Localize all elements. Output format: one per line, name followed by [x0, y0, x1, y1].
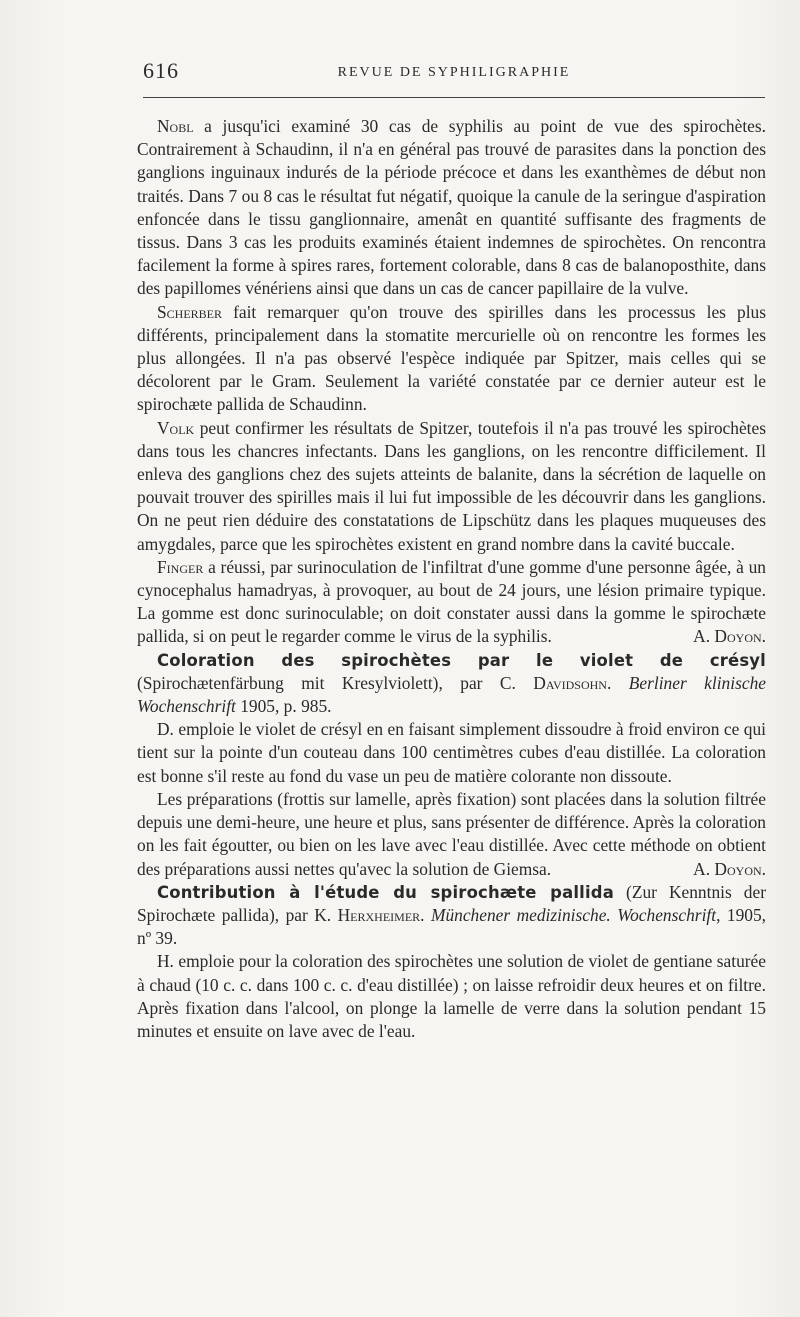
paragraph-text: peut confirmer les résultats de Spitzer, toutefois il n'a pas trouvé les spirochètes dans tous les chancres infectants. Dans les ganglions, on les rencontre difficilement. Il enleva des ganglions chez des sujets atteints de balanite, dans la sécrétion de laquelle on pouvait trouver des spirilles mais il lui fut impossible de les découvrir dans les ganglions. On ne peut rien déduire des constatations de Lipschütz dans les plaques muqueuses des amygdales, parce que les spirochètes existent en grand nombre dans la cavité buccale. — [137, 417, 766, 554]
article-author: Davidsohn — [533, 672, 607, 693]
article1-body-2 — [137, 788, 766, 881]
page-header — [143, 58, 765, 88]
paragraph-volk — [137, 417, 766, 556]
paragraph-finger — [137, 556, 766, 649]
separator-text: . — [606, 672, 629, 693]
article-title: Contribution à l'étude du spirochæte pallida — [157, 882, 614, 902]
header-rule — [143, 97, 765, 98]
article-author: Herxheimer — [337, 904, 421, 925]
article1-body-1: D. emploie le violet de crésyl en en faisant simplement dissoudre à froid environ ce qui tient sur la pointe d'un couteau dans 100 centimètres cubes d'eau distillée. La coloration est bonne s'il reste au fond du vase un peu de matière colorante non dissoute. — [137, 719, 766, 786]
author-name: Volk — [157, 417, 195, 438]
body-text — [137, 115, 766, 1043]
article-heading-2 — [137, 881, 766, 951]
paragraph-text: Les préparations (frottis sur lamelle, après fixation) sont placées dans la solution filtrée depuis une demi-heure, une heure et plus, sans présenter de différence. Après la coloration on les fait égoutter, ou bien on les lave avec l'eau distillée. Avec cette méthode on obtient des préparations aussi nettes qu'avec la solution de Giemsa. — [137, 788, 766, 879]
paragraph-scherber — [137, 301, 766, 417]
article-subtitle: (Spirochætenfärbung mit Kresylviolett), par C. — [137, 672, 534, 693]
separator-text: . — [420, 904, 431, 925]
article-heading-1 — [137, 649, 766, 719]
author-name: Scherber — [157, 301, 223, 322]
author-name: Finger — [157, 556, 204, 577]
article-subtitle: (Zur Kenntnis der Spirochæte pallida), par K. — [137, 881, 766, 925]
paragraph-nobl — [137, 115, 766, 301]
paragraph-text: a réussi, par surinoculation de l'infiltrat d'une gomme d'une personne âgée, à un cynocephalus hamadryas, à provoquer, au bout de 24 jours, une lésion primaire typique. La gomme est donc surinoculable; on doit constater aussi dans la gomme le spirochæte pallida, si on peut le regarder comme le virus de la syphilis. — [137, 556, 766, 647]
journal-name: Münchener medizinische. Wochenschrift — [430, 904, 717, 925]
signature: A. Doyon. — [693, 626, 766, 647]
journal-name: Berliner klinische Wochenschrift — [137, 672, 766, 717]
reference: , 1905, nº 39. — [137, 904, 766, 949]
author-name: Nobl — [157, 116, 194, 136]
signature: A. Doyon. — [693, 858, 766, 879]
paragraph-text: fait remarquer qu'on trouve des spirilles dans les processus les plus différents, principalement dans la stomatite mercurielle où on rencontre les formes les plus allongées. Il n'a pas observé l'espèce indiquée par Spitzer, mais celles qui se décolorent par le Gram. Seulement la variété constatée par ce dernier auteur est le spirochæte pallida de Schaudinn. — [137, 301, 766, 415]
paragraph-text: a jusqu'ici examiné 30 cas de syphilis au point de vue des spirochètes. Contrairement à Schaudinn, il n'a en général pas trouvé de parasites dans la ponction des ganglions inguinaux indurés de la période précoce et dans les exanthèmes de début non traités. Dans 7 ou 8 cas le résultat fut négatif, quoique la canule de la seringue d'aspiration enfoncée dans le tissu ganglionnaire, amenât en quantité suffisante des fragments de tissus. Dans 3 cas les produits examinés étaient indemnes de spirochètes. On rencontra facilement la forme à spires rares, fortement colorable, dans 8 cas de balanoposthite, dans des papillomes vénériens ainsi que dans un cas de cancer papillaire de la vulve. — [137, 116, 766, 299]
reference: 1905, p. 985. — [235, 696, 332, 717]
page-number: 616 — [143, 58, 179, 83]
running-head: REVUE DE SYPHILIGRAPHIE — [337, 65, 571, 80]
article-title: Coloration des spirochètes par le violet de crésyl — [157, 650, 766, 670]
article2-body-1: H. emploie pour la coloration des spirochètes une solution de violet de gentiane saturée à chaud (10 c. c. dans 100 c. c. d'eau distillée) ; on laisse refroidir deux heures et on filtre. Après fixation dans l'alcool, on plonge la lamelle de verre dans la solution pendant 15 minutes et ensuite on lave avec de l'eau. — [137, 951, 766, 1041]
